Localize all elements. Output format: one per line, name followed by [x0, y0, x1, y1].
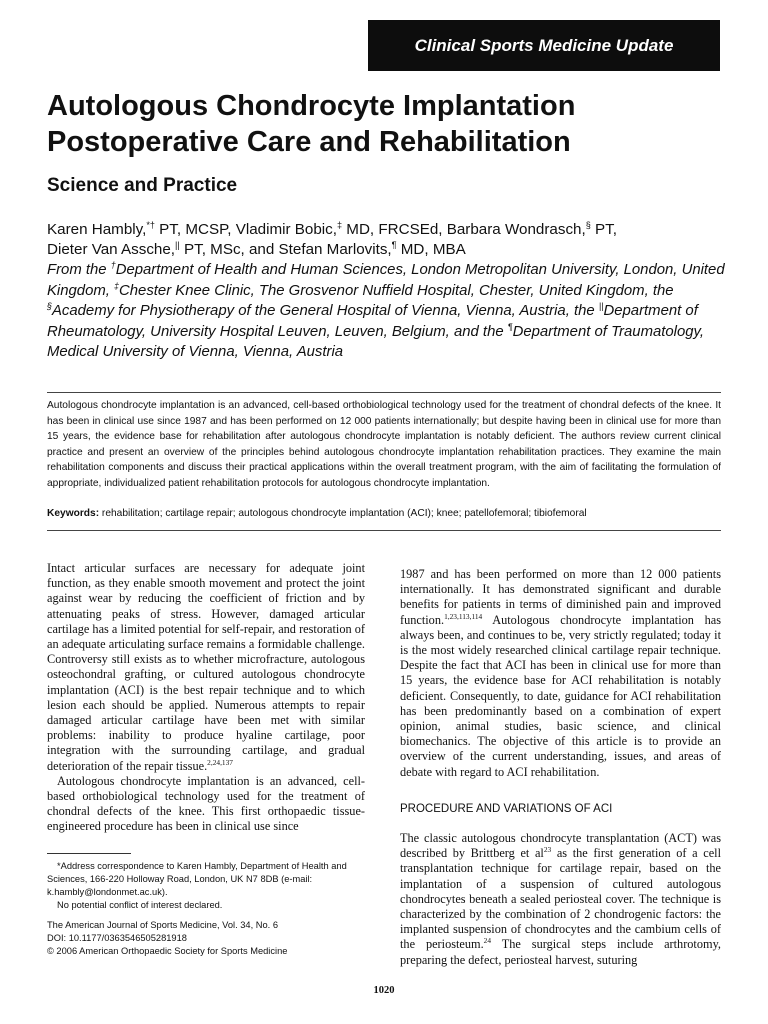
correspondence-note: *Address correspondence to Karen Hambly, Department of Health and Sciences, 166-220 Holloway Road, London, UK N7 8DB (e-mail: k.hambly@londonmet.ac.uk). — [47, 861, 347, 897]
journal-section-banner: Clinical Sports Medicine Update — [368, 20, 720, 71]
author-credentials: MD, FRCSEd, — [342, 221, 447, 238]
affiliation-text: Academy for Physiotherapy of the General Hospital of Vienna, Vienna, Austria, the — [51, 303, 599, 320]
author-name: Barbara Wondrasch, — [446, 221, 586, 238]
body-paragraph: Autologous chondrocyte implantation is an advanced, cell-based orthobiological technology used for the treatment of chondral defects of the knee. This first orthopaedic tissue-engineered procedure has been in clinical use since — [47, 773, 365, 834]
author-marks: ¶ — [391, 239, 397, 250]
article-subtitle: Science and Practice — [47, 175, 238, 196]
keywords-list: rehabilitation; cartilage repair; autologous chondrocyte implantation (ACI); knee; patellofemoral; tibiofemoral — [99, 508, 587, 519]
body-column-right — [400, 567, 721, 968]
author-marks: *† — [146, 219, 155, 230]
body-paragraph — [400, 831, 721, 968]
affiliation-text: Department of Rheumatology, University Hospital Leuven, Leuven, Belgium, and the — [47, 303, 698, 340]
author-affiliations — [47, 260, 737, 363]
body-paragraph — [47, 561, 365, 774]
affiliation-mark: || — [598, 301, 604, 312]
keywords-label: Keywords: — [47, 508, 100, 519]
paragraph-text: 1987 and has been performed on more than 12 000 patients internationally. It has demonstrated significant and durable benefits for patients in terms of diminished pain and improved function. — [400, 567, 721, 627]
paragraph-text: Autologous chondrocyte implantation has always been, and continues to be, very strictly regulated; today it is the most widely researched clinical cartilage repair technique. Despite the fact that ACI has been in clinical use for more than 15 years, the evidence base for ACI rehabilitation is notably deficient. Consequently, to date, guidance for ACI rehabilitation has been predominantly based on a combination of expert opinion, animal studies, basic science, and clinical biomechanics. The objective of this article is to provide an overview of the current understanding, issues, and areas of debate with regard to ACI rehabilitation. — [400, 612, 721, 779]
author-credentials: MD, MBA — [396, 241, 466, 258]
journal-copyright: © 2006 American Orthopaedic Society for Sports Medicine — [47, 945, 288, 956]
abstract-bottom-rule — [47, 530, 721, 531]
author-credentials: PT, MCSP, — [154, 221, 236, 238]
abstract-top-rule — [47, 392, 721, 393]
footnote-rule — [47, 853, 131, 854]
journal-doi: DOI: 10.1177/0363546505281918 — [47, 932, 187, 943]
affiliation-text: Department of Traumatology, Medical University of Vienna, Vienna, Austria — [47, 323, 705, 361]
footnotes — [47, 860, 372, 912]
citation-ref: 24 — [483, 936, 492, 946]
author-list — [47, 220, 737, 260]
journal-citation: The American Journal of Sports Medicine, Vol. 34, No. 6 — [47, 920, 278, 930]
author-marks: || — [175, 239, 180, 250]
author-credentials: PT, MSc, and — [179, 241, 279, 258]
affiliation-mark: ‡ — [114, 280, 120, 291]
citation-ref: 1,23,113,114 — [444, 611, 483, 621]
body-column-left — [47, 561, 365, 835]
author-name: Dieter Van Assche, — [47, 241, 176, 258]
conflict-note: No potential conflict of interest declared. — [57, 900, 223, 910]
affiliation-mark: § — [47, 301, 52, 312]
affiliation-prefix: From the — [47, 262, 111, 278]
author-marks: ‡ — [337, 219, 343, 230]
page-number: 1020 — [373, 985, 395, 996]
author-name: Stefan Marlovits, — [278, 241, 392, 258]
paragraph-text: The surgical steps include arthrotomy, preparing the defect, periosteal harvest, suturing — [400, 937, 721, 967]
citation-ref: 23 — [543, 845, 552, 855]
paragraph-text: as the first generation of a cell transplantation technique for cartilage repair, based on the implantation of a suspension of cultured autologous chondrocytes beneath a sealed periosteal cover. The technique is characterized by the combination of 2 chondrogenic factors: the implanted suspension of chondrocytes and the cambium cells of the periosteum. — [400, 846, 721, 952]
citation-ref: 2,24,137 — [207, 757, 233, 767]
abstract: Autologous chondrocyte implantation is an advanced, cell-based orthobiological technology used for the treatment of chondral defects of the knee. It has been in clinical use since 1987 and has been performed on 12 000 patients internationally; but despite having been in clinical use for more than 15 years, the evidence base for rehabilitation after autologous chondrocyte implantation is notably deficient. The authors review current clinical practice and present an overview of the principles behind autologous chondrocyte implantation rehabilitation practices. They examine the main rehabilitation components and discuss their practical applications within the overall treatment program, with the aim of facilitating the formulation of appropriate, individualized patient rehabilitation protocols for autologous chondrocyte implantation. — [47, 400, 721, 489]
author-name: Vladimir Bobic, — [235, 221, 337, 238]
affiliation-mark: ¶ — [507, 321, 513, 332]
author-name: Karen Hambly, — [47, 221, 147, 238]
article-title: Autologous Chondrocyte Implantation Postoperative Care and Rehabilitation — [47, 90, 576, 158]
keywords — [47, 506, 721, 521]
journal-info — [47, 919, 372, 957]
affiliation-text: Department of Health and Human Sciences, London Metropolitan University, London, United Kingdom, — [47, 262, 725, 299]
affiliation-mark: † — [110, 260, 116, 271]
author-marks: § — [585, 219, 591, 230]
section-heading: PROCEDURE AND VARIATIONS OF ACI — [400, 802, 613, 815]
body-paragraph — [400, 567, 721, 780]
affiliation-text: Chester Knee Clinic, The Grosvenor Nuffield Hospital, Chester, United Kingdom, the — [119, 282, 674, 299]
author-credentials: PT, — [590, 221, 617, 238]
paragraph-text: Intact articular surfaces are necessary for adequate joint function, as they enable smooth movement and protect the joint against wear by reducing the coefficient of friction and by attenuating peaks of stress. However, damaged articular cartilage has a limited potential for self-repair, and restoration of an adequate articulating surface remains a formidable challenge. Controversy still exists as to whether microfracture, autologous osteochondral grafting, or cultured autologous chondrocyte implantation (ACI) is the best repair technique and to which lesion each should be applied. Numerous attempts to repair damaged articular cartilage have been met with similar problems: inability to produce hyaline cartilage, poor integration with the surrounding cartilage, and gradual deterioration of the repair tissue. — [47, 561, 365, 773]
paragraph-text: The classic autologous chondrocyte transplantation (ACT) was described by Brittberg et al — [400, 831, 721, 861]
